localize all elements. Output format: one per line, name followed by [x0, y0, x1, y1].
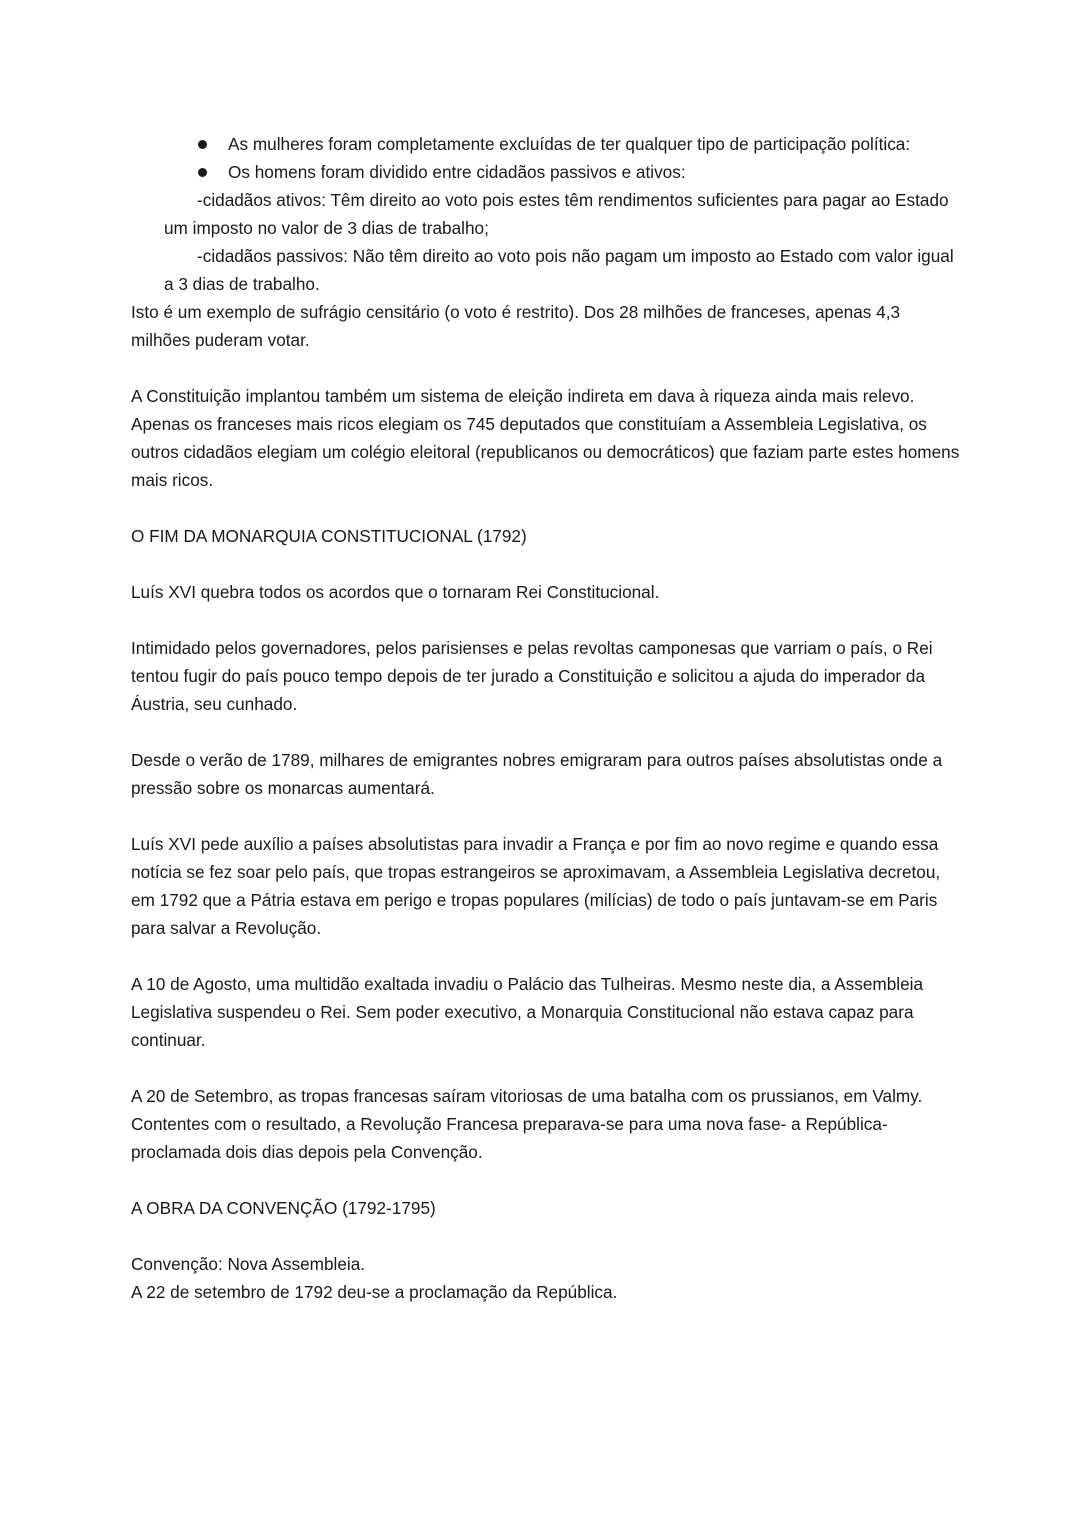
paragraph-emigrantes: Desde o verão de 1789, milhares de emigrantes nobres emigraram para outros países absolutistas onde a pressão sobre os monarcas aumentará. [131, 750, 943, 798]
spacer [131, 606, 961, 634]
bullet-dot-icon [198, 140, 207, 149]
section-heading-obra-convencao: A OBRA DA CONVENÇÃO (1792-1795) [131, 1198, 436, 1218]
paragraph-proclamacao: A 22 de setembro de 1792 deu-se a proclamação da República. [131, 1282, 618, 1302]
spacer [131, 550, 961, 578]
bullet-item [228, 130, 961, 158]
paragraph-constituicao-2: Apenas os franceses mais ricos elegiam os 745 deputados que constituíam a Assembleia Legislativa, os outros cidadãos elegiam um colégio eleitoral (republicanos ou democráticos) que faziam parte estes homens mais ricos. [131, 414, 960, 490]
bullet-dot-icon [198, 168, 207, 177]
spacer [131, 1166, 961, 1194]
sub-item-cidadaos-ativos: -cidadãos ativos: Têm direito ao voto pois estes têm rendimentos suficientes para pagar ao Estado um imposto no valor de 3 dias de trabalho; [164, 190, 949, 238]
section-heading-fim-monarquia: O FIM DA MONARQUIA CONSTITUCIONAL (1792) [131, 526, 527, 546]
bullet-text-mulheres: As mulheres foram completamente excluídas de ter qualquer tipo de participação política: [228, 134, 911, 154]
bullet-text-homens: Os homens foram dividido entre cidadãos passivos e ativos: [228, 162, 686, 182]
spacer [131, 1222, 961, 1250]
spacer [131, 718, 961, 746]
paragraph-luis-acordos: Luís XVI quebra todos os acordos que o tornaram Rei Constitucional. [131, 582, 660, 602]
paragraph-20-setembro: A 20 de Setembro, as tropas francesas saíram vitoriosas de uma batalha com os prussianos, em Valmy. Contentes com o resultado, a Revolução Francesa preparava-se para uma nova fase- a República- proclamada dois dias depois pela Convenção. [131, 1086, 923, 1162]
paragraph-constituicao-1: A Constituição implantou também um sistema de eleição indireta em dava à riqueza ainda mais relevo. [131, 386, 915, 406]
bullet-item [228, 158, 961, 186]
spacer [131, 802, 961, 830]
spacer [131, 494, 961, 522]
spacer [131, 942, 961, 970]
paragraph-intimidado: Intimidado pelos governadores, pelos parisienses e pelas revoltas camponesas que varriam o país, o Rei tentou fugir do país pouco tempo depois de ter jurado a Constituição e solicitou a ajuda do imperador da Áustria, seu cunhado. [131, 638, 933, 714]
paragraph-convencao-definicao: Convenção: Nova Assembleia. [131, 1254, 366, 1274]
sub-item-cidadaos-passivos: -cidadãos passivos: Não têm direito ao voto pois não pagam um imposto ao Estado com valor igual a 3 dias de trabalho. [164, 246, 954, 294]
paragraph-auxilio: Luís XVI pede auxílio a países absolutistas para invadir a França e por fim ao novo regime e quando essa notícia se fez soar pelo país, que tropas estrangeiros se aproximavam, a Assembleia Legislativa decretou, em 1792 que a Pátria estava em perigo e tropas populares (milícias) de todo o país juntavam-se em Paris para salvar a Revolução. [131, 834, 941, 938]
paragraph-10-agosto: A 10 de Agosto, uma multidão exaltada invadiu o Palácio das Tulheiras. Mesmo neste dia, a Assembleia Legislativa suspendeu o Rei. Sem poder executivo, a Monarquia Constitucional não estava capaz para continuar. [131, 974, 924, 1050]
spacer [131, 354, 961, 382]
spacer [131, 1054, 961, 1082]
paragraph-sufragio: Isto é um exemplo de sufrágio censitário (o voto é restrito). Dos 28 milhões de franceses, apenas 4,3 milhões puderam votar. [131, 302, 901, 350]
document-body [131, 130, 961, 1306]
bullet-list [131, 130, 961, 186]
